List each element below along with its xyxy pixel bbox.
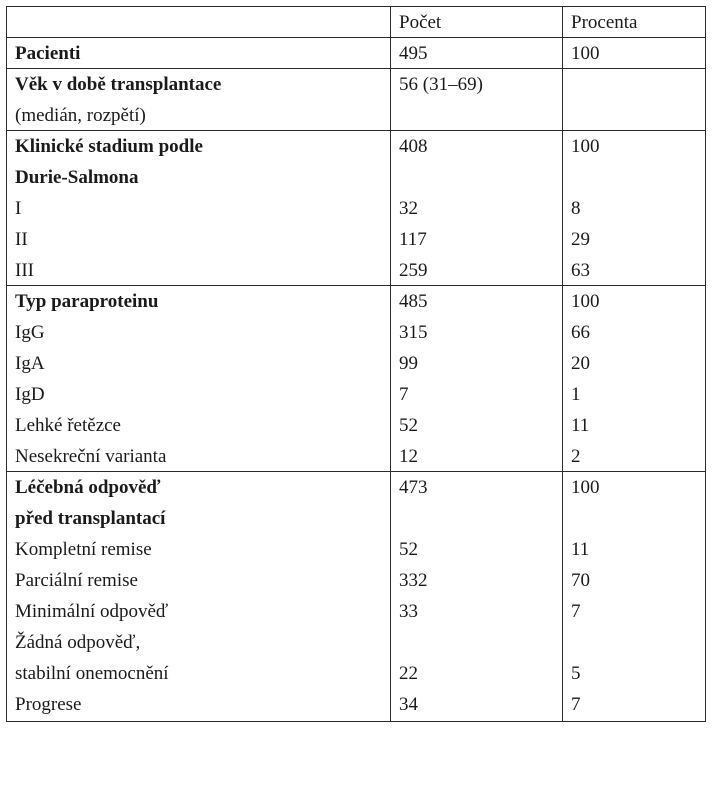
table-body <box>7 38 706 722</box>
row-label-cell: Pacienti <box>7 38 391 69</box>
row-label-cell: IgA <box>7 348 391 379</box>
row-percent-cell: 100 <box>563 472 706 503</box>
row-count-cell: 485 <box>391 286 563 317</box>
row-percent-cell <box>563 627 706 658</box>
table-header-row <box>7 7 706 38</box>
row-percent-cell: 100 <box>563 38 706 69</box>
row-label-cell: Věk v době transplantace <box>7 69 391 100</box>
row-percent-cell: 7 <box>563 689 706 722</box>
row-percent-cell: 70 <box>563 565 706 596</box>
table-row <box>7 534 706 565</box>
row-percent-cell: 1 <box>563 379 706 410</box>
table-row <box>7 131 706 162</box>
row-percent-cell: 7 <box>563 596 706 627</box>
row-percent-cell <box>563 503 706 534</box>
table-row <box>7 286 706 317</box>
table-row <box>7 472 706 503</box>
header-percent-cell: Procenta <box>563 7 706 38</box>
table-row <box>7 193 706 224</box>
row-count-cell: 332 <box>391 565 563 596</box>
row-label-cell: Progrese <box>7 689 391 722</box>
row-label-cell: IgD <box>7 379 391 410</box>
row-label-cell: II <box>7 224 391 255</box>
row-label-cell: Klinické stadium podle <box>7 131 391 162</box>
table-row <box>7 379 706 410</box>
table-row <box>7 503 706 534</box>
table-row <box>7 224 706 255</box>
row-percent-cell: 2 <box>563 441 706 472</box>
row-count-cell: 117 <box>391 224 563 255</box>
header-count-cell: Počet <box>391 7 563 38</box>
table-row <box>7 38 706 69</box>
row-count-cell: 473 <box>391 472 563 503</box>
row-percent-cell: 5 <box>563 658 706 689</box>
row-label-cell: před transplantací <box>7 503 391 534</box>
table-row <box>7 255 706 286</box>
row-percent-cell: 66 <box>563 317 706 348</box>
row-label-cell: I <box>7 193 391 224</box>
row-count-cell: 408 <box>391 131 563 162</box>
row-percent-cell: 11 <box>563 534 706 565</box>
row-count-cell: 7 <box>391 379 563 410</box>
table-row <box>7 658 706 689</box>
table-row <box>7 410 706 441</box>
row-count-cell: 52 <box>391 410 563 441</box>
table-row <box>7 627 706 658</box>
row-label-cell: Durie-Salmona <box>7 162 391 193</box>
row-count-cell <box>391 162 563 193</box>
row-percent-cell <box>563 100 706 131</box>
table-row <box>7 596 706 627</box>
row-count-cell: 52 <box>391 534 563 565</box>
row-count-cell: 259 <box>391 255 563 286</box>
patient-characteristics-table <box>6 6 706 722</box>
row-count-cell: 315 <box>391 317 563 348</box>
row-percent-cell <box>563 69 706 100</box>
row-label-cell: IgG <box>7 317 391 348</box>
row-count-cell: 56 (31–69) <box>391 69 563 100</box>
row-count-cell: 33 <box>391 596 563 627</box>
row-count-cell: 22 <box>391 658 563 689</box>
row-label-cell: III <box>7 255 391 286</box>
row-count-cell <box>391 100 563 131</box>
row-count-cell <box>391 627 563 658</box>
row-count-cell: 32 <box>391 193 563 224</box>
row-label-cell: Nesekreční varianta <box>7 441 391 472</box>
row-count-cell: 495 <box>391 38 563 69</box>
row-percent-cell: 11 <box>563 410 706 441</box>
table-row <box>7 348 706 379</box>
table-row <box>7 441 706 472</box>
row-count-cell: 99 <box>391 348 563 379</box>
table-row <box>7 100 706 131</box>
header-label-cell <box>7 7 391 38</box>
row-percent-cell <box>563 162 706 193</box>
row-label-cell: Žádná odpověď, <box>7 627 391 658</box>
row-label-cell: Typ paraproteinu <box>7 286 391 317</box>
table-row <box>7 162 706 193</box>
row-label-cell: Lehké řetězce <box>7 410 391 441</box>
row-percent-cell: 20 <box>563 348 706 379</box>
row-label-cell: Minimální odpověď <box>7 596 391 627</box>
row-percent-cell: 100 <box>563 286 706 317</box>
row-label-cell: (medián, rozpětí) <box>7 100 391 131</box>
row-count-cell: 12 <box>391 441 563 472</box>
row-percent-cell: 29 <box>563 224 706 255</box>
row-count-cell <box>391 503 563 534</box>
row-label-cell: Parciální remise <box>7 565 391 596</box>
table-row <box>7 565 706 596</box>
row-percent-cell: 8 <box>563 193 706 224</box>
row-percent-cell: 100 <box>563 131 706 162</box>
row-label-cell: stabilní onemocnění <box>7 658 391 689</box>
table-row <box>7 689 706 722</box>
row-percent-cell: 63 <box>563 255 706 286</box>
table-row <box>7 317 706 348</box>
row-count-cell: 34 <box>391 689 563 722</box>
table-row <box>7 69 706 100</box>
row-label-cell: Kompletní remise <box>7 534 391 565</box>
row-label-cell: Léčebná odpověď <box>7 472 391 503</box>
